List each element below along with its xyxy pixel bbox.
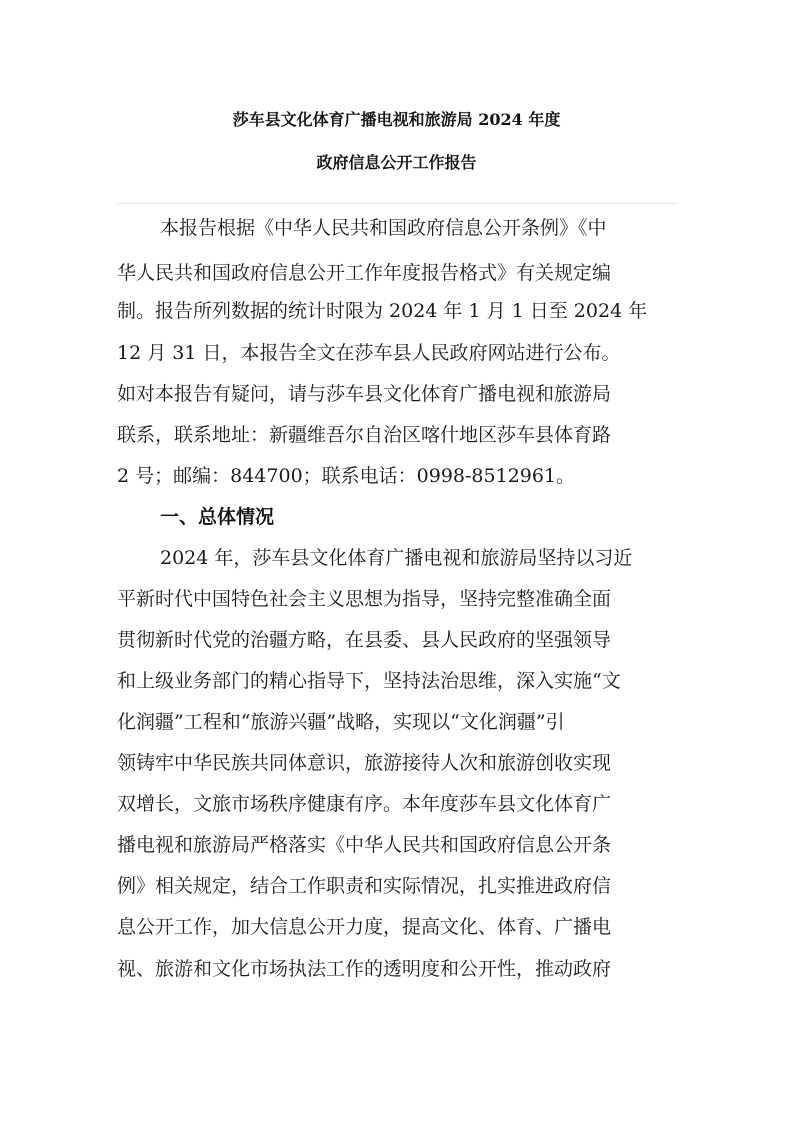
paragraph-line: 播电视和旅游局严格落实《中华人民共和国政府信息公开条 [117, 834, 612, 856]
paragraph-line: 视、旅游和文化市场执法工作的透明度和公开性，推动政府 [117, 958, 612, 980]
paragraph-line: 例》相关规定，结合工作职责和实际情况，扎实推进政府信 [117, 875, 612, 897]
paragraph-line: 和上级业务部门的精心指导下，坚持法治思维，深入实施“文 [117, 670, 621, 692]
paragraph-line: 息公开工作，加大信息公开力度，提高文化、体育、广播电 [117, 916, 612, 938]
paragraph-line: 12 月 31 日，本报告全文在莎车县人民政府网站进行公布。 [117, 342, 621, 364]
paragraph-line: 贯彻新时代党的治疆方略，在县委、县人民政府的坚强领导 [117, 629, 612, 651]
title-divider [118, 203, 678, 204]
paragraph-line: 化润疆”工程和“旅游兴疆”战略，实现以“文化润疆”引 [117, 711, 565, 733]
paragraph-line: 2 号；邮编：844700；联系电话：0998-8512961。 [117, 465, 576, 487]
paragraph-line: 平新时代中国特色社会主义思想为指导，坚持完整准确全面 [117, 588, 612, 610]
section-heading-overview: 一、总体情况 [160, 506, 275, 528]
paragraph-line: 制。报告所列数据的统计时限为 2024 年 1 月 1 日至 2024 年 [117, 300, 648, 322]
paragraph-line: 领铸牢中华民族共同体意识，旅游接待人次和旅游创收实现 [117, 752, 612, 774]
paragraph-line: 联系，联系地址：新疆维吾尔自治区喀什地区莎车县体育路 [117, 424, 612, 446]
paragraph-line: 本报告根据《中华人民共和国政府信息公开条例》《中 [160, 217, 607, 239]
paragraph-line: 2024 年，莎车县文化体育广播电视和旅游局坚持以习近 [160, 547, 633, 569]
paragraph-line: 华人民共和国政府信息公开工作年度报告格式》有关规定编 [117, 262, 612, 284]
report-title-line-1: 莎车县文化体育广播电视和旅游局 2024 年度 [232, 110, 561, 129]
paragraph-line: 双增长，文旅市场秩序健康有序。本年度莎车县文化体育广 [117, 793, 612, 815]
paragraph-line: 如对本报告有疑问，请与莎车县文化体育广播电视和旅游局 [117, 383, 612, 405]
report-title-line-2: 政府信息公开工作报告 [316, 153, 477, 172]
